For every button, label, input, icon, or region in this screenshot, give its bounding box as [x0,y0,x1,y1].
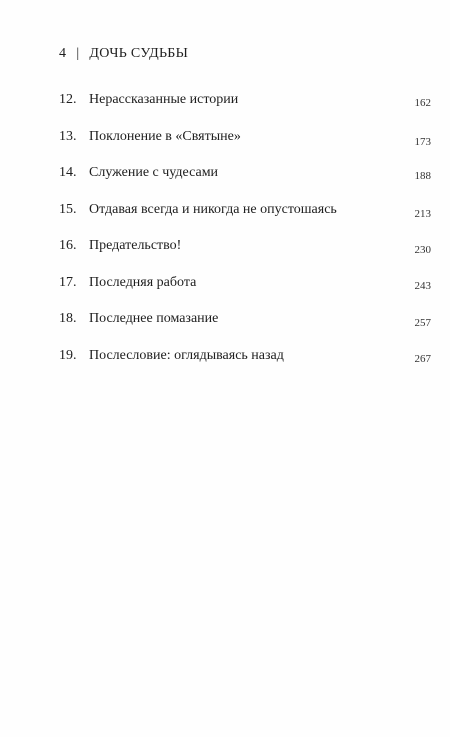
toc-entry-number: 18. [59,311,77,326]
toc-entry-title: Предательство! [89,238,182,253]
toc-entry-page: 162 [414,97,431,109]
header-separator: | [76,46,80,61]
toc-entry-title: Поклонение в «Святыне» [89,128,241,144]
toc-entry-number: 12. [59,92,77,107]
toc-entry-title: Последнее помазание [89,311,219,326]
book-title: ДОЧЬ СУДЬБЫ [89,46,189,61]
toc-entry-page: 230 [414,244,431,256]
toc-entry [59,165,431,202]
table-of-contents [59,92,431,384]
toc-entry-page: 173 [414,135,431,148]
toc-entry-title: Последняя работа [89,274,197,290]
toc-entry-title: Нерассказанные истории [89,92,239,107]
toc-entry-number: 19. [59,347,77,363]
toc-entry [59,92,431,129]
toc-entry-number: 13. [59,128,77,144]
toc-entry-number: 15. [59,201,77,217]
toc-entry-number: 16. [59,238,77,253]
toc-entry-title: Отдавая всегда и никогда не опустошаясь [89,201,337,217]
toc-entry [59,275,431,312]
toc-entry-page: 243 [414,279,431,292]
toc-entry [59,311,431,348]
toc-entry-page: 257 [414,317,431,329]
toc-entry-title: Служение с чудесами [89,165,219,180]
toc-entry [59,202,431,239]
running-header [59,46,188,62]
page-number: 4 [59,46,67,61]
toc-entry-page: 188 [414,170,431,182]
toc-entry-number: 17. [59,274,77,290]
toc-entry-page: 267 [414,352,431,365]
toc-entry-title: Послесловие: оглядываясь назад [89,347,284,363]
toc-entry [59,129,431,166]
toc-entry-number: 14. [59,165,77,180]
toc-entry [59,238,431,275]
toc-entry-page: 213 [414,207,431,220]
toc-entry [59,348,431,385]
